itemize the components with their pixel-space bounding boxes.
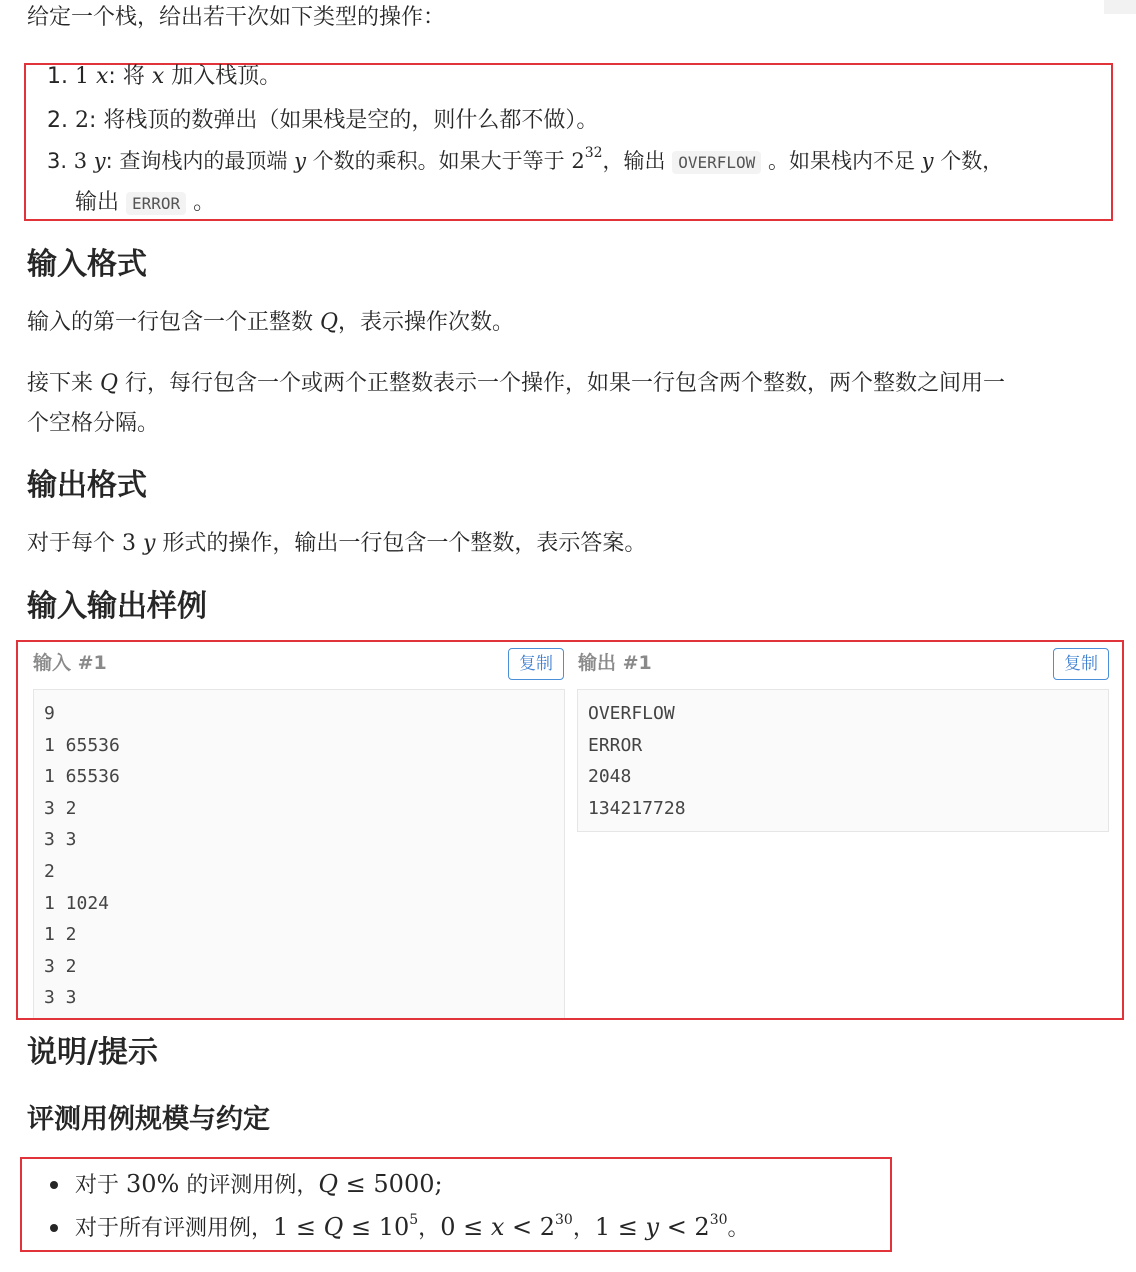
op-3-text1: 查询栈内的最顶端 [112,149,295,173]
hint-2-c: ， [418,1216,441,1241]
hint-2-d: ， [572,1216,595,1241]
sample-input-line: 3 3 [44,829,77,851]
hint-2-m6: < 2 [659,1213,710,1241]
sample-input-line: 1 2 [44,924,77,946]
sample-input-line: 3 2 [44,797,77,819]
op-1-number: 1. [47,64,68,89]
input-format-p1 [27,312,514,334]
input-format-heading: 输入格式 [27,247,147,282]
overflow-code: OVERFLOW [672,151,761,174]
hint-1-b: 的评测用例， [179,1173,319,1198]
hint-2-m5: 1 ≤ [594,1213,646,1241]
hint-1-a: 对于 [75,1173,126,1198]
op-1-arg: 1 [75,64,96,89]
input-format-p2-var: Q [100,371,119,396]
input-format-p2-a: 接下来 [27,371,100,396]
input-format-p2 [27,373,1005,395]
input-format-p1-b: ，表示操作次数。 [338,310,515,335]
error-code: ERROR [126,192,186,215]
hint-2-e2: 30 [555,1212,573,1228]
op-1-var: x [96,64,109,89]
hint-2-v2: x [490,1213,505,1241]
hint-1-var: Q [318,1170,339,1198]
sample-output-line: ERROR [588,734,643,756]
op-3-text6: 输出 [75,190,126,215]
input-format-p2-cont: 个空格分隔。 [27,411,160,436]
sample-input-line: 3 2 [44,955,77,977]
hint-bullet-1 [75,1172,443,1197]
hint-1-m1: 30% [126,1170,180,1198]
op-2-arg: 2 [75,108,89,133]
copy-output-button[interactable]: 复制 [1053,648,1109,680]
hint-2-v1: Q [323,1213,344,1241]
bullet-1 [50,1181,58,1189]
sample-output-box[interactable] [577,689,1109,832]
input-format-p2-b: 行，每行包含一个或两个正整数表示一个操作，如果一行包含两个整数，两个整数之间用一 [118,371,1006,396]
sample-input-label: 输入 #1 [33,652,107,674]
output-format-p [27,533,646,555]
hint-2-a: 对于所有评测用例， [75,1216,274,1241]
sample-output-lines [588,698,686,824]
bullet-2 [50,1224,58,1232]
sample-output-line: 2048 [588,766,632,788]
sample-input-lines [44,698,120,1014]
sample-output-label: 输出 #1 [578,652,652,674]
sample-input-line: 3 3 [44,987,77,1009]
op-1-var2: x [151,64,165,89]
op-3-continued [75,192,215,214]
samples-heading: 输入输出样例 [27,589,207,624]
input-format-p1-var: Q [320,310,339,335]
hint-1-m2: ≤ 5000; [338,1170,443,1198]
output-format-heading: 输出格式 [27,468,147,503]
op-3-number: 3. [47,149,68,173]
hint-2-v3: y [645,1213,660,1241]
input-format-p1-a: 输入的第一行包含一个正整数 [27,310,320,335]
hints-subheading: 评测用例规模与约定 [27,1104,270,1135]
op-2-colon: : [89,108,97,133]
output-format-p-a: 对于每个 [27,531,122,556]
sample-input-box[interactable] [33,689,565,1018]
op-3-var2: y [294,149,306,173]
hint-bullet-2 [75,1212,750,1241]
sample-input-line: 9 [44,703,55,724]
sample-output-line: OVERFLOW [588,703,675,724]
op-3-colon: : [105,149,113,173]
sample-input-line: 1 65536 [44,766,120,788]
op-3-text7: 。 [186,190,216,215]
op-3-text2: 个数的乘积。如果大于等于 [305,149,572,173]
intro-text: 给定一个栈，给出若干次如下类型的操作： [27,5,446,30]
hint-2-e1: 5 [409,1212,419,1228]
output-format-p-b: 形式的操作，输出一行包含一个整数，表示答案。 [155,531,647,556]
hints-heading: 说明/提示 [27,1035,158,1070]
op-2-text: 将栈顶的数弹出（如果栈是空的，则什么都不做）。 [96,108,599,133]
hint-2-m2: ≤ 10 [343,1213,410,1241]
hint-2-m3: 0 ≤ [440,1213,491,1241]
op-3-exp: 32 [584,145,603,161]
hint-2-m1: 1 ≤ [273,1213,324,1241]
op-1-text2: 加入栈顶。 [164,64,282,89]
hint-2-e3: 30 [709,1212,728,1228]
hint-2-m4: < 2 [504,1213,556,1241]
copy-input-button[interactable]: 复制 [508,648,564,680]
sample-input-line: 1 65536 [44,734,120,756]
op-3-arg: 3 [73,149,94,173]
op-1-text1: 将 [115,64,152,89]
op-2-number: 2. [47,108,68,133]
op-3 [47,145,1004,173]
op-3-var: y [93,149,106,173]
op-2 [47,110,598,132]
output-format-p-num: 3 [122,531,143,556]
sample-input-line: 2 [44,860,55,882]
op-3-text4: 。如果栈内不足 [761,149,922,173]
top-right-shade [1104,0,1136,14]
sample-input-line: 1 1024 [44,892,110,914]
op-3-var3: y [921,149,934,173]
hint-2-f: 。 [727,1216,750,1241]
op-3-base: 2 [571,149,585,173]
op-3-text5: 个数， [933,149,1004,173]
output-format-p-var: y [143,531,156,556]
op-3-text3: ，输出 [602,149,673,173]
op-1-colon: : [108,64,116,89]
op-1 [47,66,281,88]
sample-output-line: 134217728 [588,797,686,819]
